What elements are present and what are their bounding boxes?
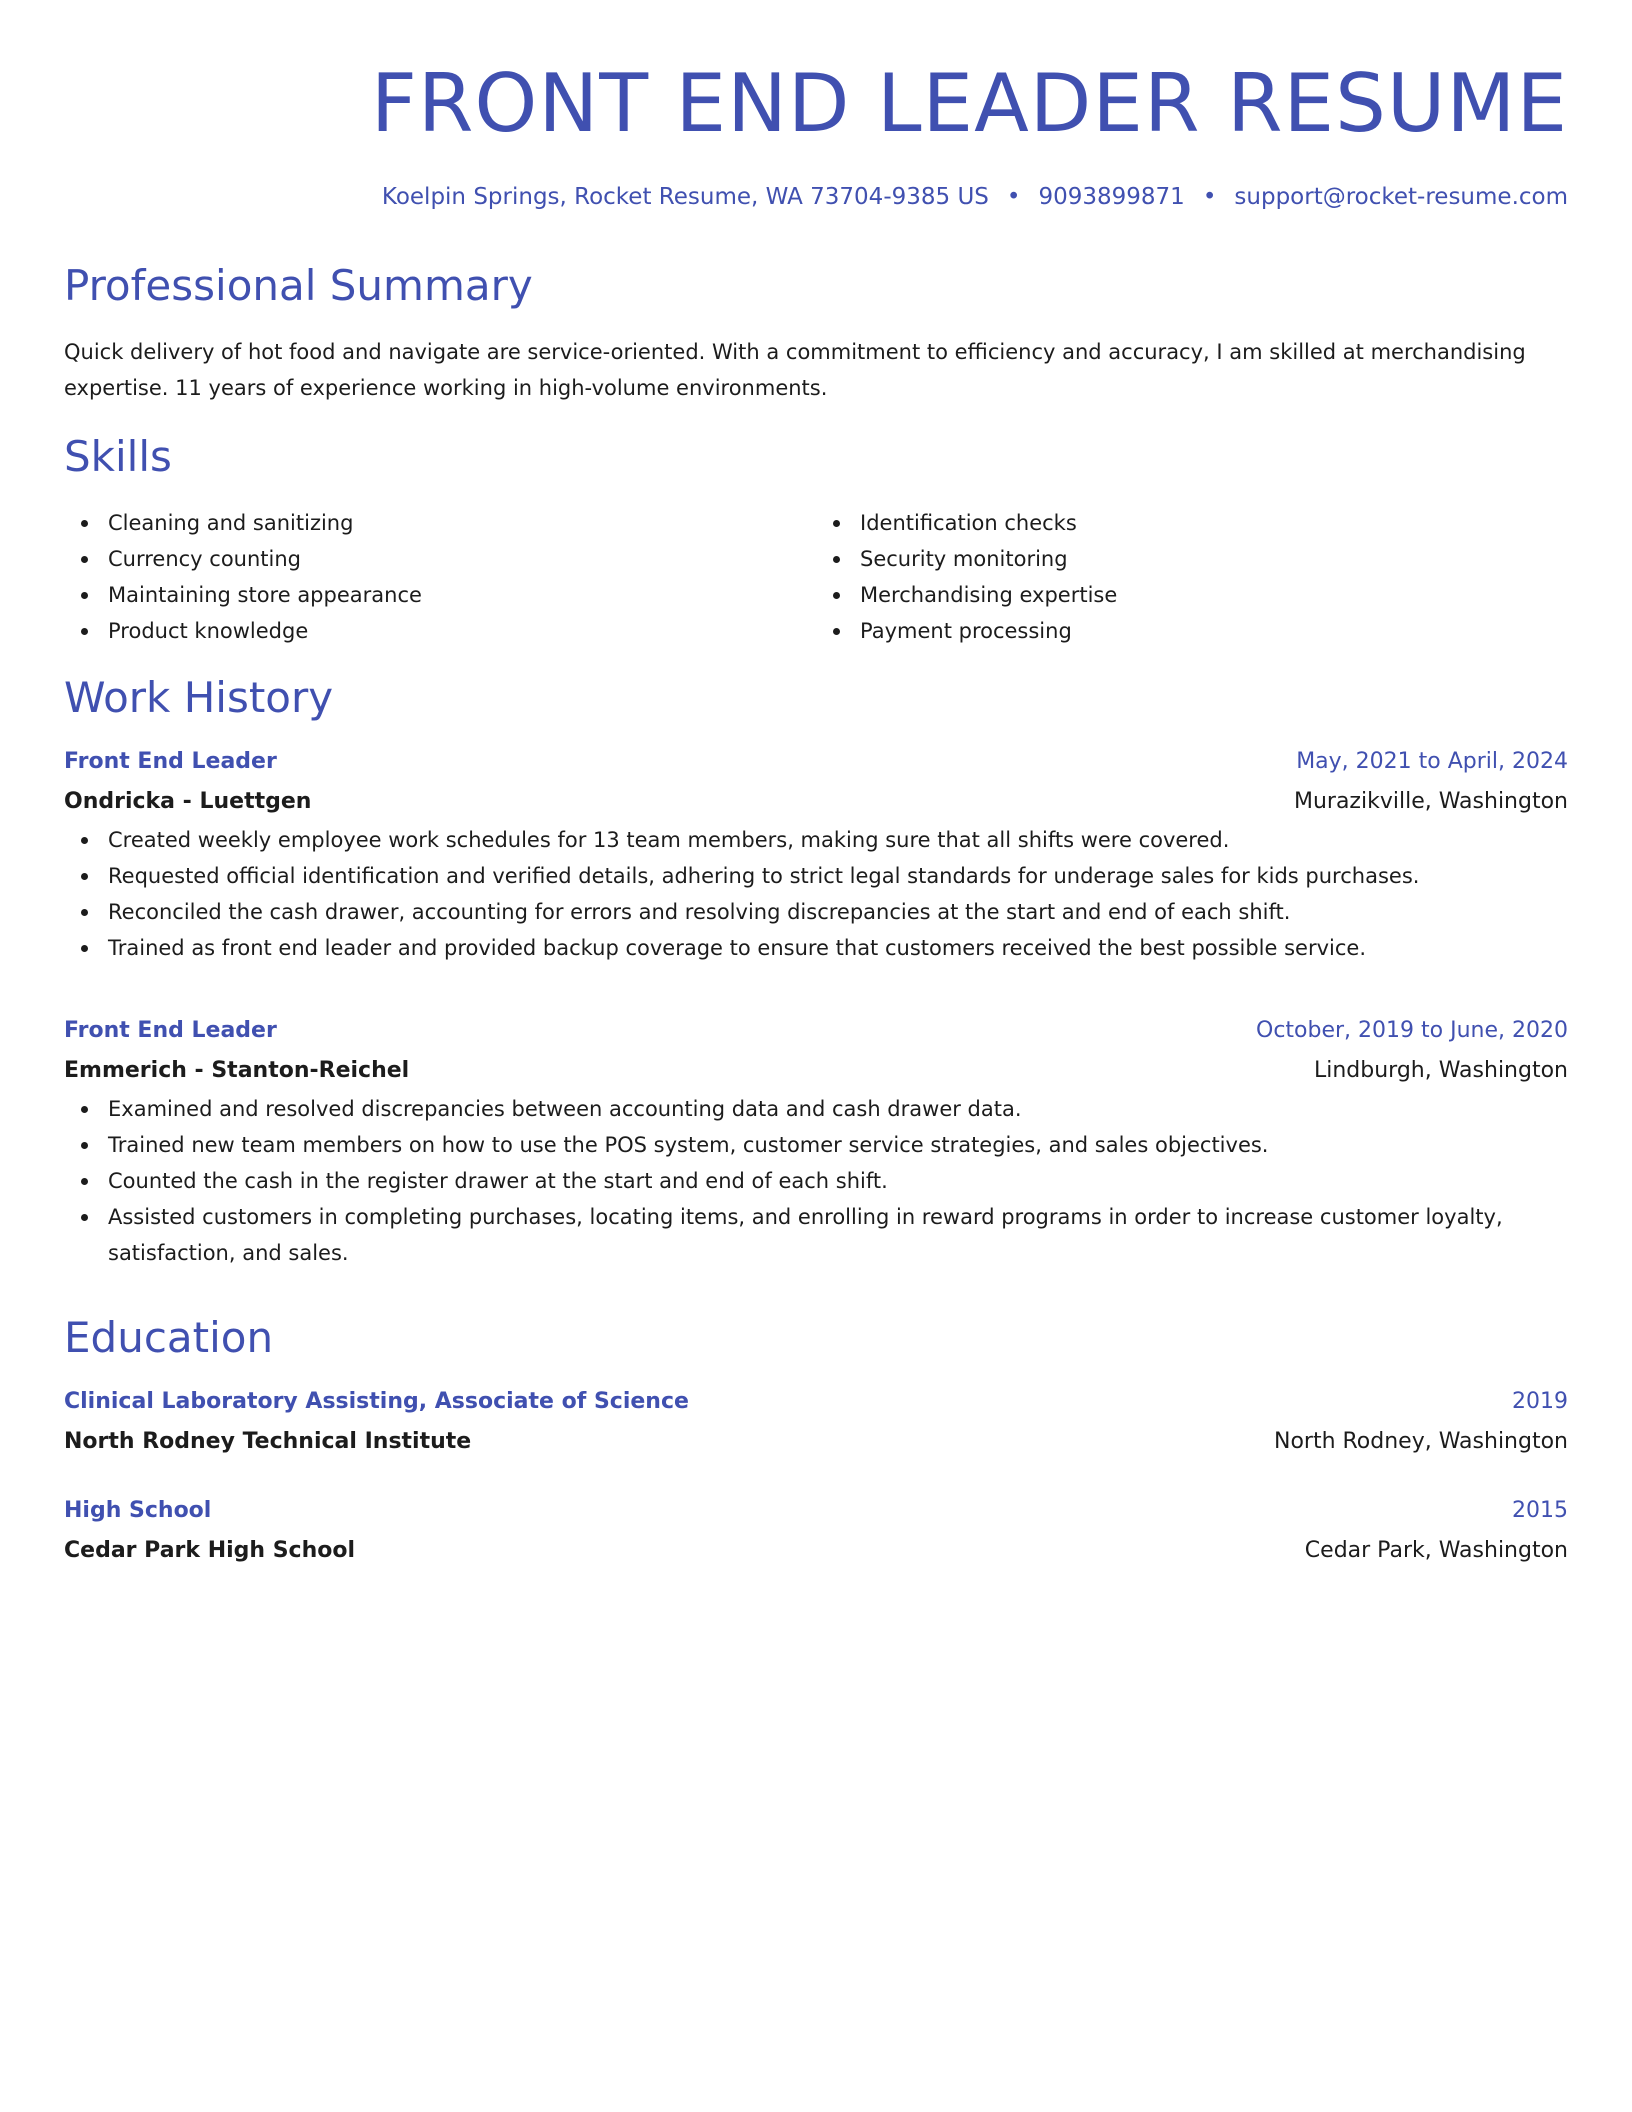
contact-phone: 9093899871 [1038,184,1185,210]
summary-text: Quick delivery of hot food and navigate are service-oriented. With a commitment to efficiency and accuracy, I am skilled at merchandising expertise. 11 years of experience working in high-volume environments. [64,340,1526,400]
job-company-row [64,782,1568,822]
education-school-row [64,1422,1568,1462]
job-header-row [64,742,1568,782]
job-bullets [64,822,1568,966]
education-location: North Rodney, Washington [1273,1429,1568,1454]
education-entry [64,1491,1568,1571]
skill-item: Payment processing [860,613,1568,649]
education-school-row [64,1531,1568,1571]
job-company: Emmerich - Stanton-Reichel [64,1058,410,1083]
job-bullet: Trained as front end leader and provided backup coverage to ensure that customers received the best possible service. [108,930,1568,966]
contact-separator: • [1202,184,1217,210]
skills-grid [64,505,1568,649]
job-entry [64,742,1568,966]
skill-item: Identification checks [860,505,1568,541]
job-bullet: Examined and resolved discrepancies between accounting data and cash drawer data. [108,1091,1568,1127]
job-location: Murazikville, Washington [1293,789,1568,814]
skills-list-left [64,505,816,649]
skill-item: Product knowledge [108,613,816,649]
education-degree: Clinical Laboratory Assisting, Associate of Science [64,1389,689,1414]
education-year: 2015 [1512,1498,1568,1523]
skill-item: Merchandising expertise [860,577,1568,613]
job-bullet: Counted the cash in the register drawer at the start and end of each shift. [108,1163,1568,1199]
contact-line [382,182,1568,212]
job-company: Ondricka - Luettgen [64,789,312,814]
contact-separator: • [1006,184,1021,210]
skills-list-right [816,505,1568,649]
job-company-row [64,1051,1568,1091]
education-school: Cedar Park High School [64,1538,356,1563]
education-header-row [64,1491,1568,1531]
education-school: North Rodney Technical Institute [64,1429,472,1454]
job-dates: May, 2021 to April, 2024 [1296,749,1568,774]
job-bullet: Trained new team members on how to use the POS system, customer service strategies, and sales objectives. [108,1127,1568,1163]
job-title: Front End Leader [64,749,277,774]
job-bullet: Reconciled the cash drawer, accounting for errors and resolving discrepancies at the start and end of each shift. [108,894,1568,930]
job-dates: October, 2019 to June, 2020 [1256,1018,1568,1043]
education-heading: Education [64,1313,274,1362]
job-location: Lindburgh, Washington [1313,1058,1568,1083]
job-bullets [64,1091,1568,1271]
skill-item: Cleaning and sanitizing [108,505,816,541]
education-degree: High School [64,1498,212,1523]
contact-email: support@rocket-resume.com [1234,184,1568,210]
education-header-row [64,1382,1568,1422]
education-entry [64,1382,1568,1462]
skill-item: Maintaining store appearance [108,577,816,613]
work-history-heading: Work History [64,673,334,722]
job-entry [64,1011,1568,1271]
summary-heading: Professional Summary [64,261,533,310]
skills-heading: Skills [64,432,172,481]
job-bullet: Created weekly employee work schedules for 13 team members, making sure that all shifts were covered. [108,822,1568,858]
education-year: 2019 [1512,1389,1568,1414]
job-title: Front End Leader [64,1018,277,1043]
job-bullet: Requested official identification and verified details, adhering to strict legal standards for underage sales for kids purchases. [108,858,1568,894]
contact-address: Koelpin Springs, Rocket Resume, WA 73704-9385 US [381,184,989,210]
education-location: Cedar Park, Washington [1304,1538,1568,1563]
skill-item: Security monitoring [860,541,1568,577]
job-header-row [64,1011,1568,1051]
skill-item: Currency counting [108,541,816,577]
job-bullet: Assisted customers in completing purchases, locating items, and enrolling in reward programs in order to increase customer loyalty, satisfaction, and sales. [108,1199,1568,1271]
resume-title: FRONT END LEADER RESUME [370,57,1568,150]
